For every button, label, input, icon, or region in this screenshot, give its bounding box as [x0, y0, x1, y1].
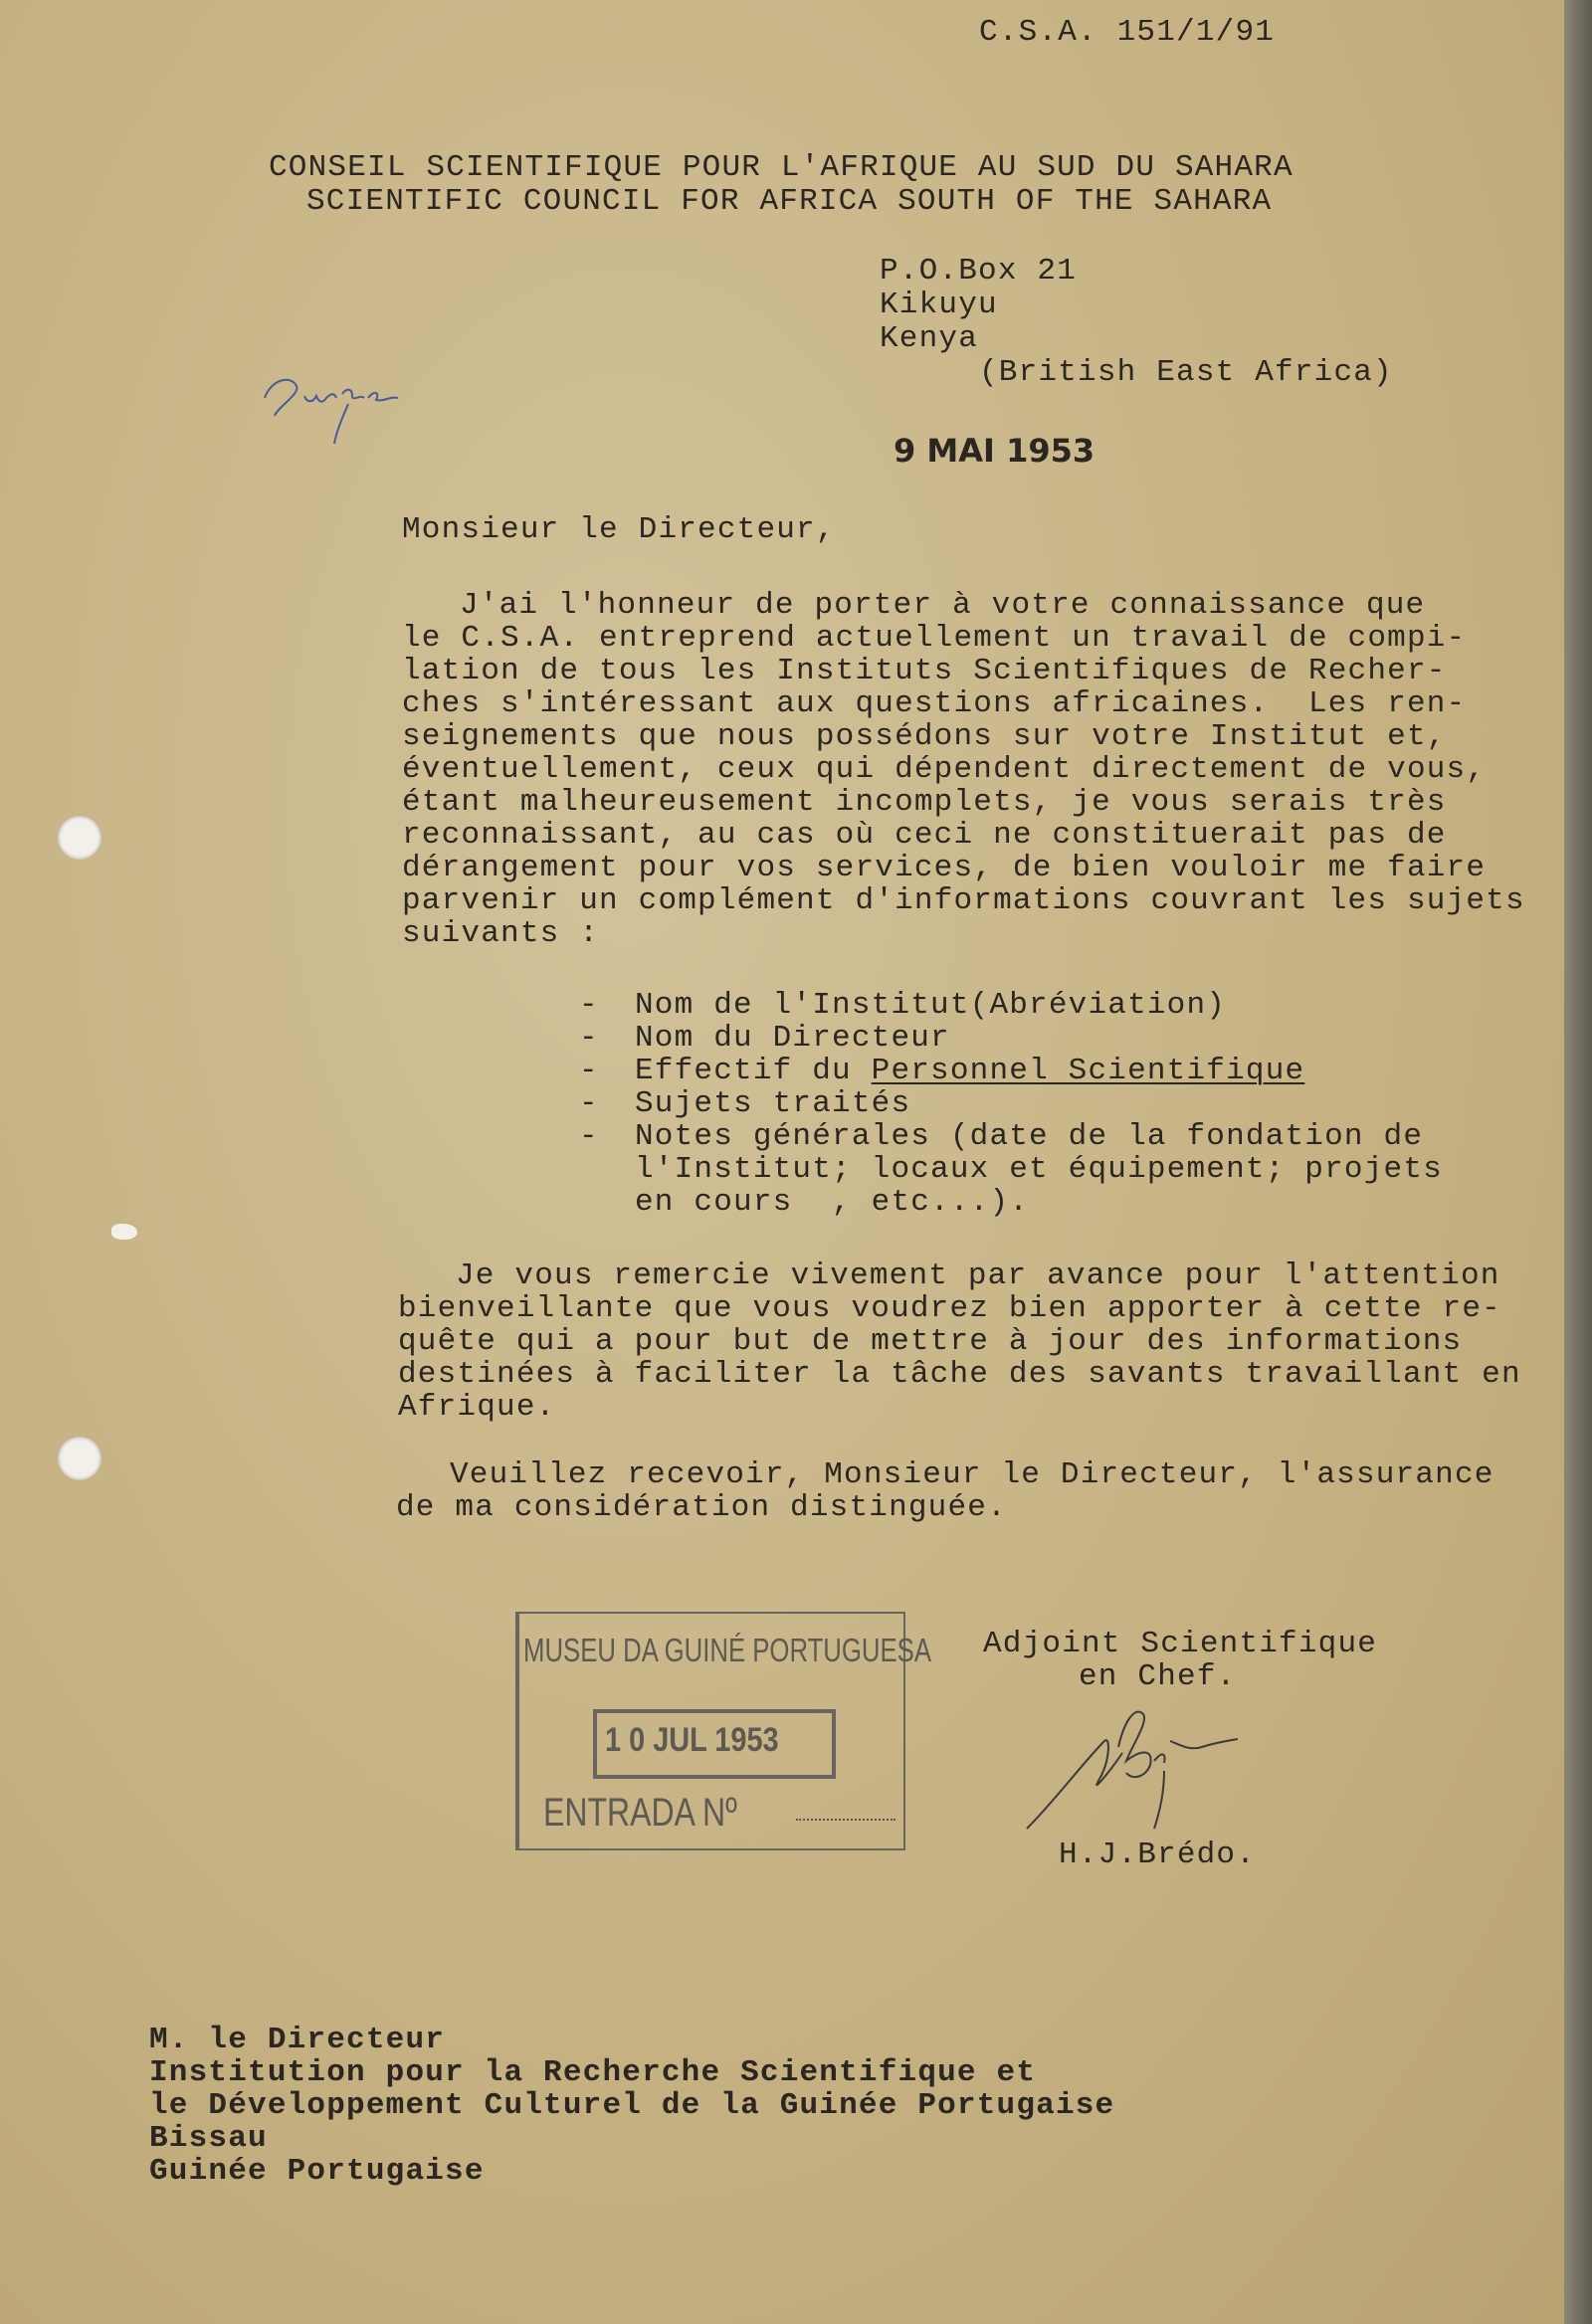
recipient-line-5: Guinée Portugaise — [149, 2154, 485, 2189]
list-item-subjects: Sujets traités — [635, 1086, 911, 1121]
closing-line: Veuillez recevoir, Monsieur le Directeur, l'assurance — [450, 1457, 1494, 1492]
reference-number: C.S.A. 151/1/91 — [979, 15, 1276, 50]
list-item-staff-underlined: Personnel Scientifique — [871, 1054, 1305, 1088]
list-bullet: - — [579, 1119, 599, 1154]
paragraph2-line: quête qui a pour but de mettre à jour des informations — [398, 1324, 1463, 1359]
punch-hole-top — [58, 816, 101, 860]
paper-tear — [111, 1224, 137, 1240]
paragraph2-line: bienveillante que vous voudrez bien apporter à cette re- — [398, 1291, 1501, 1326]
paragraph1-line: étant malheureusement incomplets, je vous serais très — [402, 785, 1447, 820]
letterhead-french: CONSEIL SCIENTIFIQUE POUR L'AFRIQUE AU SUD DU SAHARA — [269, 150, 1294, 185]
list-bullet: - — [579, 1054, 599, 1088]
paragraph2-line: Afrique. — [398, 1390, 556, 1425]
address-line-2: Kikuyu — [880, 288, 998, 322]
handwritten-note — [257, 358, 416, 448]
paragraph1-line: dérangement pour vos services, de bien vouloir me faire — [402, 851, 1487, 885]
letterhead-english: SCIENTIFIC COUNCIL FOR AFRICA SOUTH OF THE SAHARA — [306, 184, 1273, 219]
list-item-staff-prefix: Effectif du — [635, 1054, 872, 1088]
list-item-general-notes-cont: en cours , etc...). — [635, 1185, 1030, 1220]
signatory-title: Adjoint Scientifique — [983, 1627, 1378, 1661]
stamp-entry-blank — [796, 1819, 896, 1821]
handwritten-note-scribble — [257, 358, 416, 448]
signatory-title-cont: en Chef. — [1079, 1659, 1237, 1694]
recipient-line-4: Bissau — [149, 2121, 268, 2156]
list-bullet: - — [579, 1086, 599, 1121]
list-item-general-notes-cont: l'Institut; locaux et équipement; projets — [635, 1152, 1443, 1187]
stamp-date-box — [593, 1709, 836, 1779]
salutation: Monsieur le Directeur, — [402, 512, 836, 547]
list-item-general-notes: Notes générales (date de la fondation de — [635, 1119, 1424, 1154]
paragraph1-line: ches s'intéressant aux questions africaines. Les ren- — [402, 686, 1467, 721]
list-bullet: - — [579, 988, 599, 1023]
stamp-title: MUSEU DA GUINÉ PORTUGUESA — [523, 1632, 932, 1668]
closing-line: de ma considération distinguée. — [396, 1490, 1007, 1525]
signatory-name: H.J.Brédo. — [1059, 1838, 1257, 1872]
paragraph1-line: lation de tous les Instituts Scientifiques de Recher- — [402, 654, 1447, 688]
paragraph2-line: destinées à faciliter la tâche des savants travaillant en — [398, 1357, 1521, 1392]
paragraph1-line: J'ai l'honneur de porter à votre connaissance que — [460, 588, 1426, 623]
address-line-1: P.O.Box 21 — [880, 254, 1078, 289]
signature-scribble — [1015, 1701, 1333, 1840]
punch-hole-bottom — [58, 1437, 101, 1480]
letter-date: 9 MAI 1953 — [894, 432, 1095, 470]
address-line-3: Kenya — [880, 321, 979, 356]
recipient-line-3: le Développement Culturel de la Guinée Portugaise — [149, 2088, 1115, 2123]
scan-background-edge — [1564, 0, 1592, 2324]
museum-entry-stamp — [515, 1612, 932, 1850]
recipient-line-1: M. le Directeur — [149, 2023, 446, 2057]
paragraph1-line: le C.S.A. entreprend actuellement un travail de compi- — [402, 621, 1467, 656]
list-item-institute-name: Nom de l'Institut(Abréviation) — [635, 988, 1227, 1023]
list-bullet: - — [579, 1021, 599, 1056]
paragraph2-line: Je vous remercie vivement par avance pour l'attention — [456, 1259, 1500, 1293]
recipient-line-2: Institution pour la Recherche Scientifique et — [149, 2055, 1037, 2090]
signature — [1015, 1701, 1333, 1840]
stamp-entry-number: ENTRADA Nº — [543, 1791, 737, 1835]
paragraph1-line: parvenir un complément d'informations couvrant les sujets — [402, 883, 1525, 918]
paragraph1-line: reconnaissant, au cas où ceci ne constituerait pas de — [402, 818, 1447, 853]
paragraph1-line: éventuellement, ceux qui dépendent directement de vous, — [402, 752, 1487, 787]
list-item-director-name: Nom du Directeur — [635, 1021, 950, 1056]
address-line-4: (British East Africa) — [979, 355, 1393, 390]
handwritten-note-text — [257, 358, 261, 359]
list-item-staff — [635, 1055, 1304, 1088]
paragraph1-line: seignements que nous possédons sur votre Institut et, — [402, 719, 1447, 754]
stamp-date: 1 0 JUL 1953 — [605, 1721, 779, 1759]
paragraph1-line: suivants : — [402, 916, 600, 951]
